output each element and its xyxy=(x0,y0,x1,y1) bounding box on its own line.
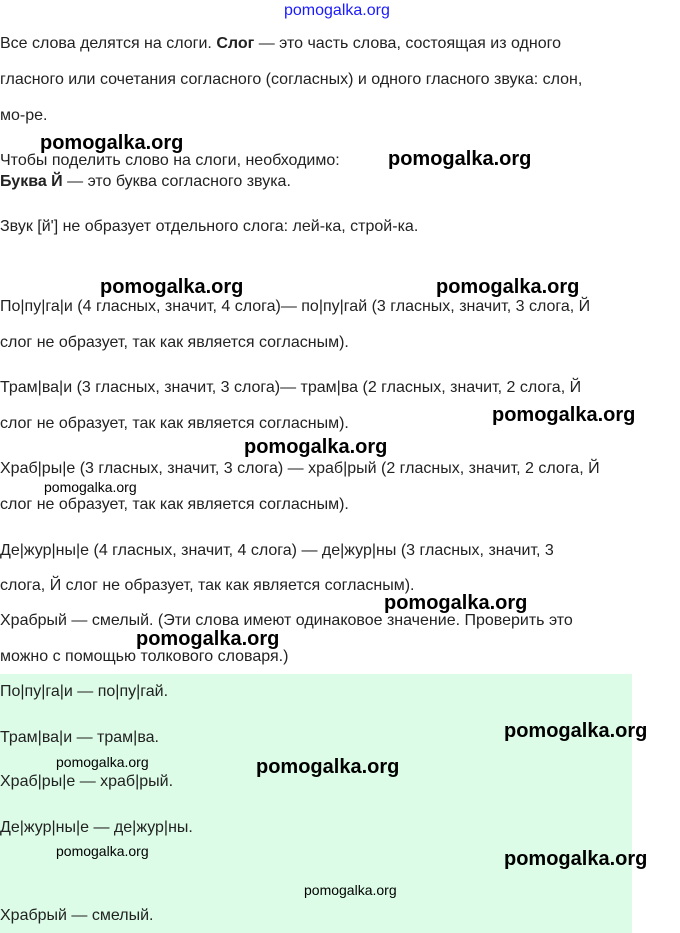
watermark-logo: pomogalka.org xyxy=(56,843,149,859)
example-2-line-2: слог не образует, так как является согласным). xyxy=(0,415,349,432)
example-3-line-2: слог не образует, так как является согласным). xyxy=(0,496,349,513)
example-4-line-2: слога, Й слог не образует, так как является согласным). xyxy=(0,577,415,594)
definition-line-2: гласного или сочетания согласного (согласных) и одного гласного звука: слон, xyxy=(0,71,583,88)
watermark-logo: pomogalka.org xyxy=(492,404,636,426)
watermark-logo: pomogalka.org xyxy=(44,479,137,495)
sound-y-note: Звук [й'] не образует отдельного слога: лей-ка, строй-ка. xyxy=(0,218,419,235)
synonym-line-1: Храбрый — смелый. (Эти слова имеют одинаковое значение. Проверить это xyxy=(0,612,573,629)
watermark-logo: pomogalka.org xyxy=(384,592,528,614)
example-1-line-2: слог не образует, так как является согласным). xyxy=(0,334,349,351)
watermark-logo: pomogalka.org xyxy=(284,2,390,19)
watermark-logo: pomogalka.org xyxy=(100,276,244,298)
example-1-line-1: По|пу|га|и (4 гласных, значит, 4 слога)— по|пу|гай (3 гласных, значит, 3 слога, Й xyxy=(0,298,591,315)
synonym-line-2: можно с помощью толкового словаря.) xyxy=(0,648,289,665)
watermark-logo: pomogalka.org xyxy=(388,148,532,170)
watermark-logo: pomogalka.org xyxy=(504,848,648,870)
watermark-logo: pomogalka.org xyxy=(40,132,184,154)
answer-5: Храбрый — смелый. xyxy=(0,907,154,924)
example-2-line-1: Трам|ва|и (3 гласных, значит, 3 слога)— трам|ва (2 гласных, значит, 2 слога, Й xyxy=(0,379,582,396)
example-3-line-1: Храб|ры|е (3 гласных, значит, 3 слога) — храб|рый (2 гласных, значит, 2 слога, Й xyxy=(0,460,600,477)
letter-y-note: Буква Й — это буква согласного звука. xyxy=(0,173,291,190)
watermark-logo: pomogalka.org xyxy=(56,754,149,770)
watermark-logo: pomogalka.org xyxy=(244,436,388,458)
answer-4: Де|жур|ны|е — де|жур|ны. xyxy=(0,819,193,836)
watermark-logo: pomogalka.org xyxy=(436,276,580,298)
answer-2: Трам|ва|и — трам|ва. xyxy=(0,729,159,746)
watermark-logo: pomogalka.org xyxy=(256,756,400,778)
watermark-logo: pomogalka.org xyxy=(304,882,397,898)
answer-1: По|пу|га|и — по|пу|гай. xyxy=(0,683,169,700)
example-4-line-1: Де|жур|ны|е (4 гласных, значит, 4 слога) — де|жур|ны (3 гласных, значит, 3 xyxy=(0,542,554,559)
definition-line-3: мо-ре. xyxy=(0,107,48,124)
watermark-logo: pomogalka.org xyxy=(136,628,280,650)
instruction-text: Чтобы поделить слово на слоги, необходимо: xyxy=(0,152,340,169)
definition-line-1: Все слова делятся на слоги. Слог — это часть слова, состоящая из одного xyxy=(0,35,562,52)
watermark-logo: pomogalka.org xyxy=(504,720,648,742)
answer-3: Храб|ры|е — храб|рый. xyxy=(0,773,174,790)
